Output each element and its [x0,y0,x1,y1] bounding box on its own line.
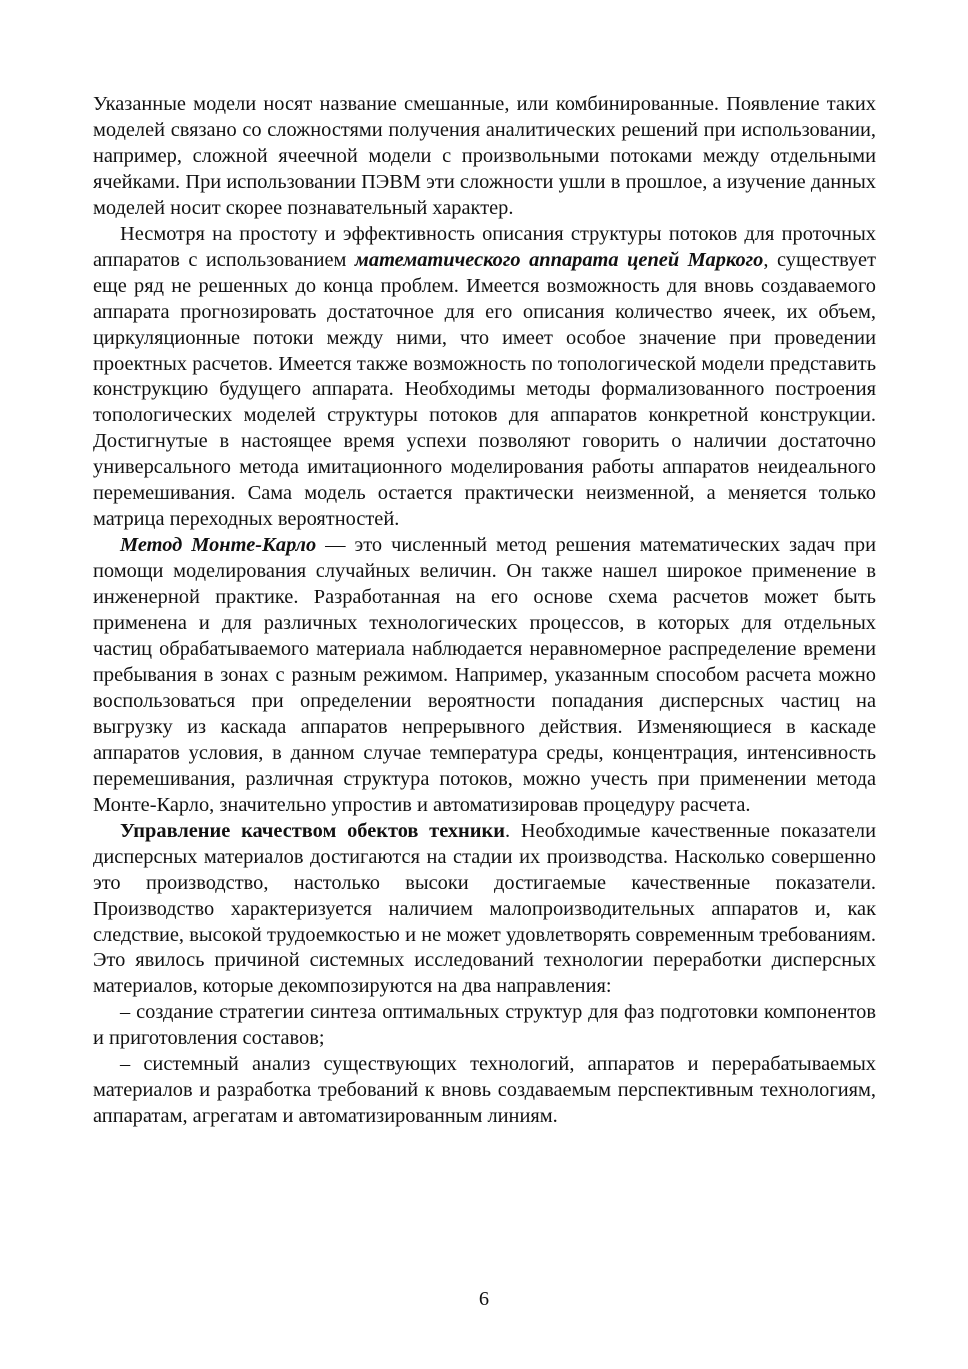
list-item: – создание стратегии синтеза оптимальных структур для фаз подготовки компонентов и приготовления составов; [93,1001,876,1050]
paragraph-text: , существует еще ряд не решенных до конца проблем. Имеется возможность для вновь создаваемого аппарата прогнозировать достаточное для его описания количество ячеек, их объем, циркуляционные потоки между ними, что имеет особое значение при проведении проектных расчетов. Имеется также возможность по топологической модели представить конструкцию будущего аппарата. Необходимы методы формализованного построения топологических моделей структуры потоков для аппаратов конкретной конструкции. Достигнутые в настоящее время успехи позволяют говорить о наличии достаточно универсального метода имитационного моделирования работы аппаратов неидеального перемешивания. Сама модель остается практически неизменной, а меняется только матрица переходных вероятностей. [93,248,876,531]
paragraph-text: Несмотря на простоту и эффективность описания структуры потоков для проточных аппаратов с использованием [93,222,876,271]
document-page [93,92,876,1130]
page-number: 6 [478,1288,490,1310]
list-item: – системный анализ существующих технологий, аппаратов и перерабатываемых материалов и разработка требований к вновь создаваемым перспективным технологиям, аппаратам, агрегатам и автоматизированным линиям. [93,1053,876,1128]
paragraph-combined-models: Указанные модели носят название смешанные, или комбинированные. Появление таких моделей связано со сложностями получения аналитических решений при использовании, например, сложной ячеечной модели с произвольными потоками между отдельными ячейками. При использовании ПЭВМ эти сложности ушли в прошлое, а изучение данных моделей носит скорее познавательный характер. [93,93,876,219]
paragraph-text: . Необходимые качественные показатели дисперсных материалов достигаются на стадии их производства. Насколько совершенно это производство, настолько высоки достигаемые качественные показатели. Производство характеризуется наличием малопроизводительных аппаратов и, как следствие, высокой трудоемкостью и не может удовлетворять современным требованиям. Это явилось причиной системных исследований технологии переработки дисперсных материалов, которые декомпозируются на два направления: [93,819,876,998]
paragraph-markov-chains [93,222,876,533]
section-heading: Управление качеством обектов техники [120,819,506,842]
paragraph-text: — это численный метод решения математических задач при помощи моделирования случайных величин. Он также нашел широкое применение в инженерной практике. Разработанная на его основе схема расчетов может быть применена и для различных технологических процессов, в которых для отдельных частиц обрабатываемого материала наблюдается неравномерное распределение времени пребывания в зонах с разным режимом. Например, указанным способом расчета можно воспользоваться при определении вероятности попадания дисперсных частиц на выгрузку из каскада аппаратов непрерывного действия. Изменяющиеся в каскаде аппаратов условия, в данном случае температура среды, концентрация, интенсивность перемешивания, различная структура потоков, можно учесть при применении метода Монте-Карло, значительно упростив и автоматизировав процедуру расчета. [93,534,876,816]
paragraph-monte-carlo [93,533,876,818]
emphasis-term: математического аппарата цепей Маркого [354,248,764,271]
paragraph-quality-management [93,819,876,1001]
emphasis-term: Метод Монте-Карло [120,534,317,557]
